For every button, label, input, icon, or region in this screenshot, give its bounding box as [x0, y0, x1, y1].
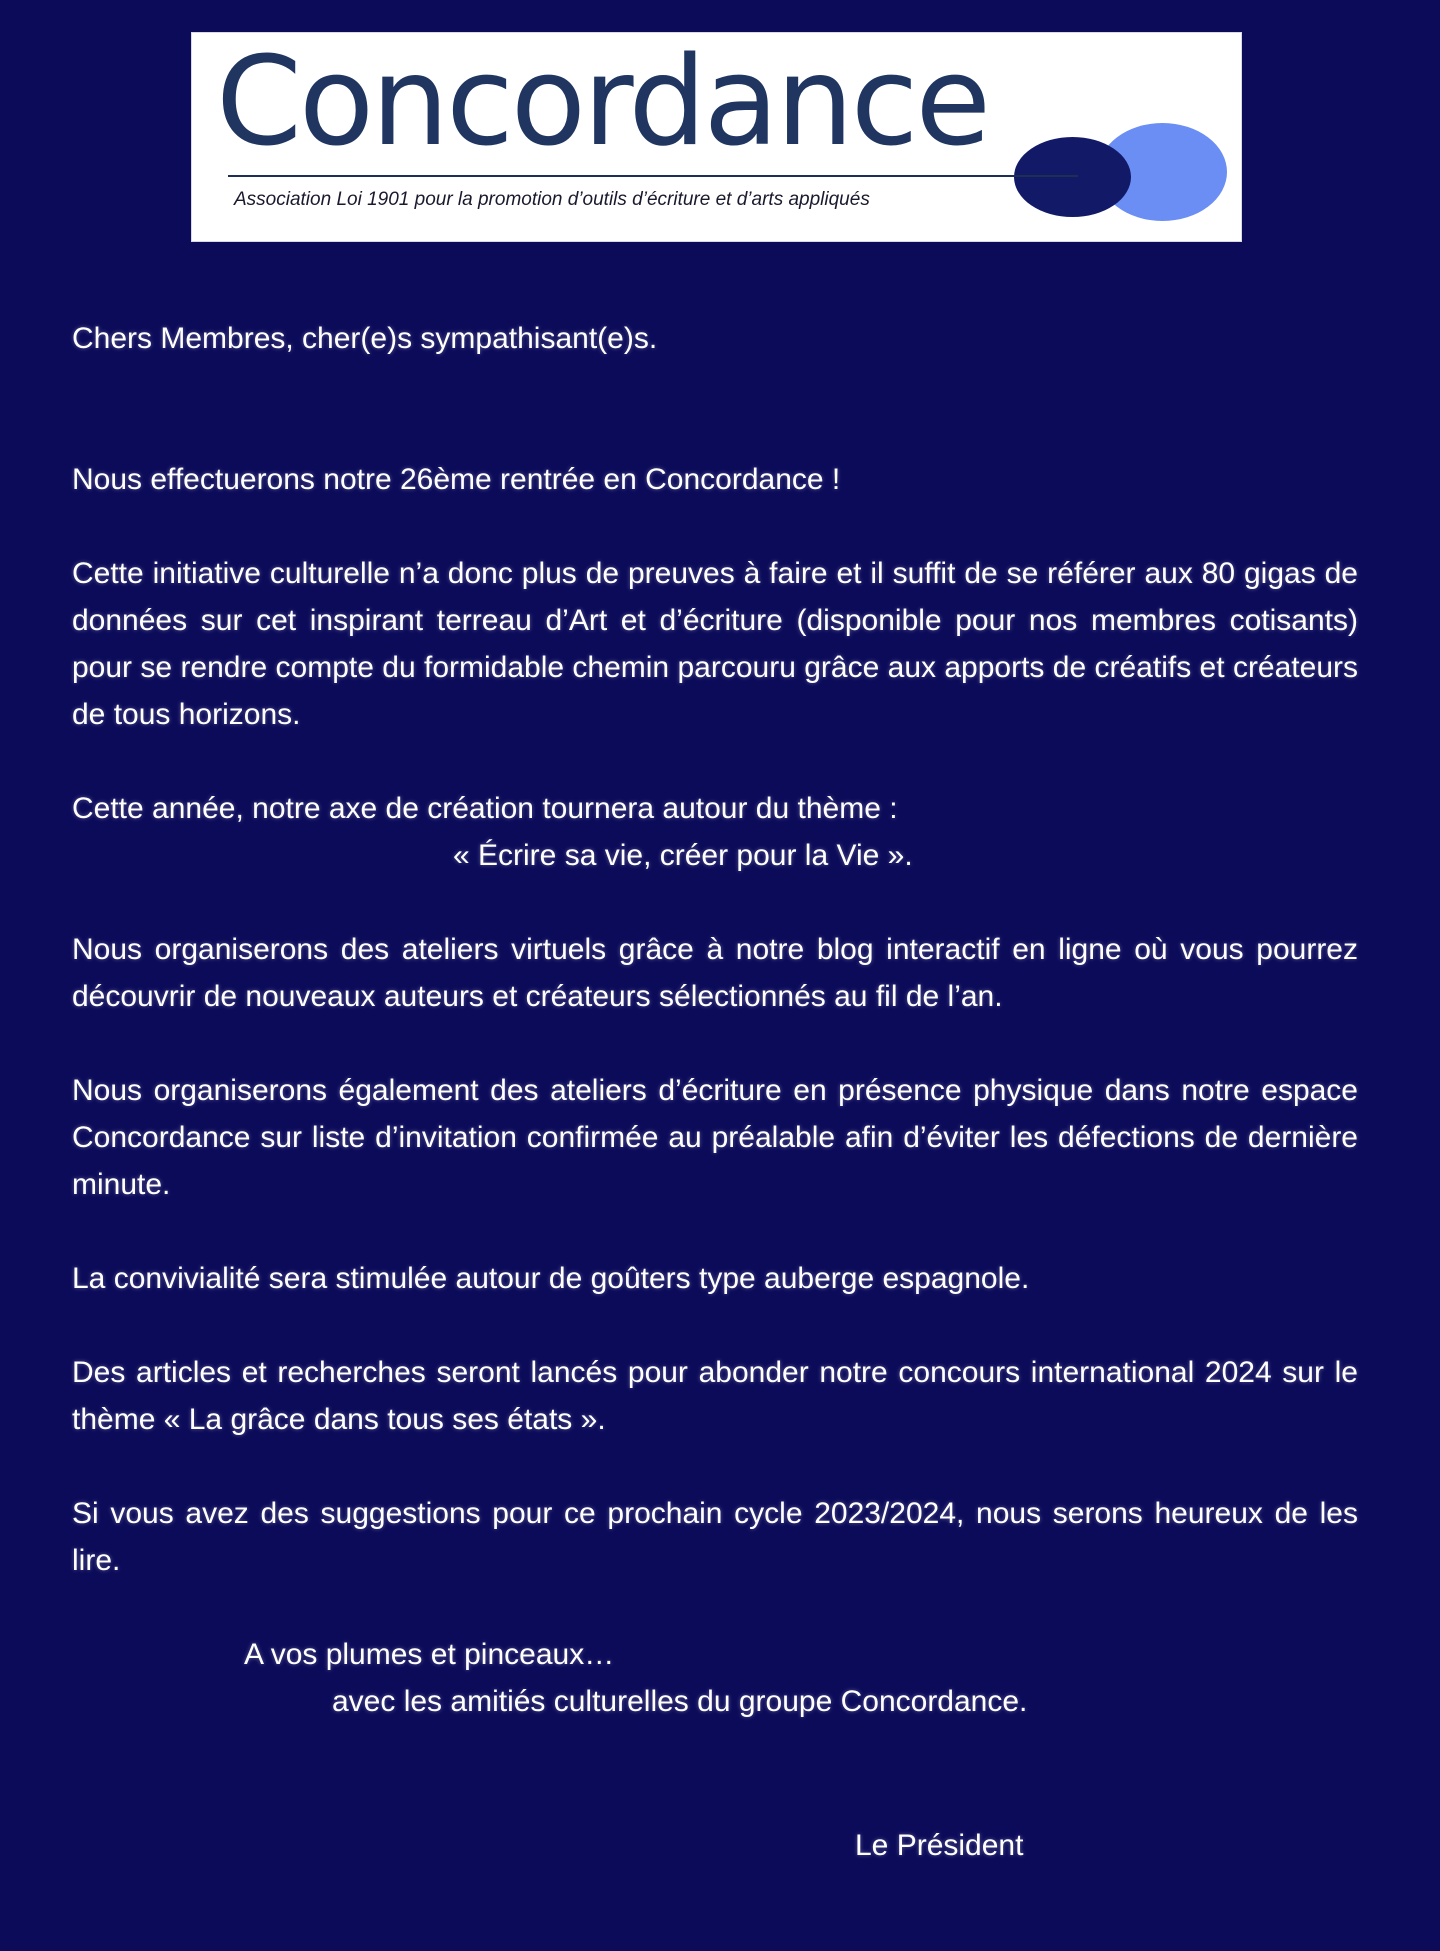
salutation: Chers Membres, cher(e)s sympathisant(e)s. — [72, 322, 658, 355]
logo-divider — [228, 175, 1078, 177]
paragraph-conviviality: La convivialité sera stimulée autour de goûters type auberge espagnole. — [72, 1262, 1030, 1295]
paragraph-theme-intro: Cette année, notre axe de création tournera autour du thème : — [72, 792, 898, 825]
letter-body — [72, 315, 1358, 1725]
logo-banner — [191, 32, 1242, 242]
paragraph-physical-workshops: Nous organiserons également des ateliers d’écriture en présence physique dans notre espace Concordance sur liste d’invitation confirmée au préalable afin d’éviter les défections de dernière minute. — [72, 1074, 1358, 1201]
paragraph-rentree: Nous effectuerons notre 26ème rentrée en Concordance ! — [72, 463, 841, 496]
signature: Le Président — [855, 1829, 1024, 1862]
closing-line-2: avec les amitiés culturelles du groupe Concordance. — [332, 1685, 1028, 1718]
logo-circle-dark — [1014, 137, 1131, 217]
paragraph-virtual-workshops: Nous organiserons des ateliers virtuels grâce à notre blog interactif en ligne où vous pourrez découvrir de nouveaux auteurs et créateurs sélectionnés au fil de l’an. — [72, 933, 1358, 1013]
logo-subtitle: Association Loi 1901 pour la promotion d’outils d’écriture et d’arts appliqués — [234, 189, 870, 210]
closing-line-1: A vos plumes et pinceaux… — [244, 1638, 615, 1671]
logo-title: Concordance — [216, 31, 989, 174]
paragraph-contest: Des articles et recherches seront lancés pour abonder notre concours international 2024 sur le thème « La grâce dans tous ses états ». — [72, 1356, 1358, 1436]
paragraph-suggestions: Si vous avez des suggestions pour ce prochain cycle 2023/2024, nous serons heureux de les lire. — [72, 1497, 1358, 1577]
theme-quote: « Écrire sa vie, créer pour la Vie ». — [453, 839, 913, 872]
paragraph-initiative: Cette initiative culturelle n’a donc plus de preuves à faire et il suffit de se référer aux 80 gigas de données sur cet inspirant terreau d’Art et d’écriture (disponible pour nos membres cotisants) pour se rendre compte du formidable chemin parcouru grâce aux apports de créatifs et créateurs de tous horizons. — [72, 557, 1358, 731]
